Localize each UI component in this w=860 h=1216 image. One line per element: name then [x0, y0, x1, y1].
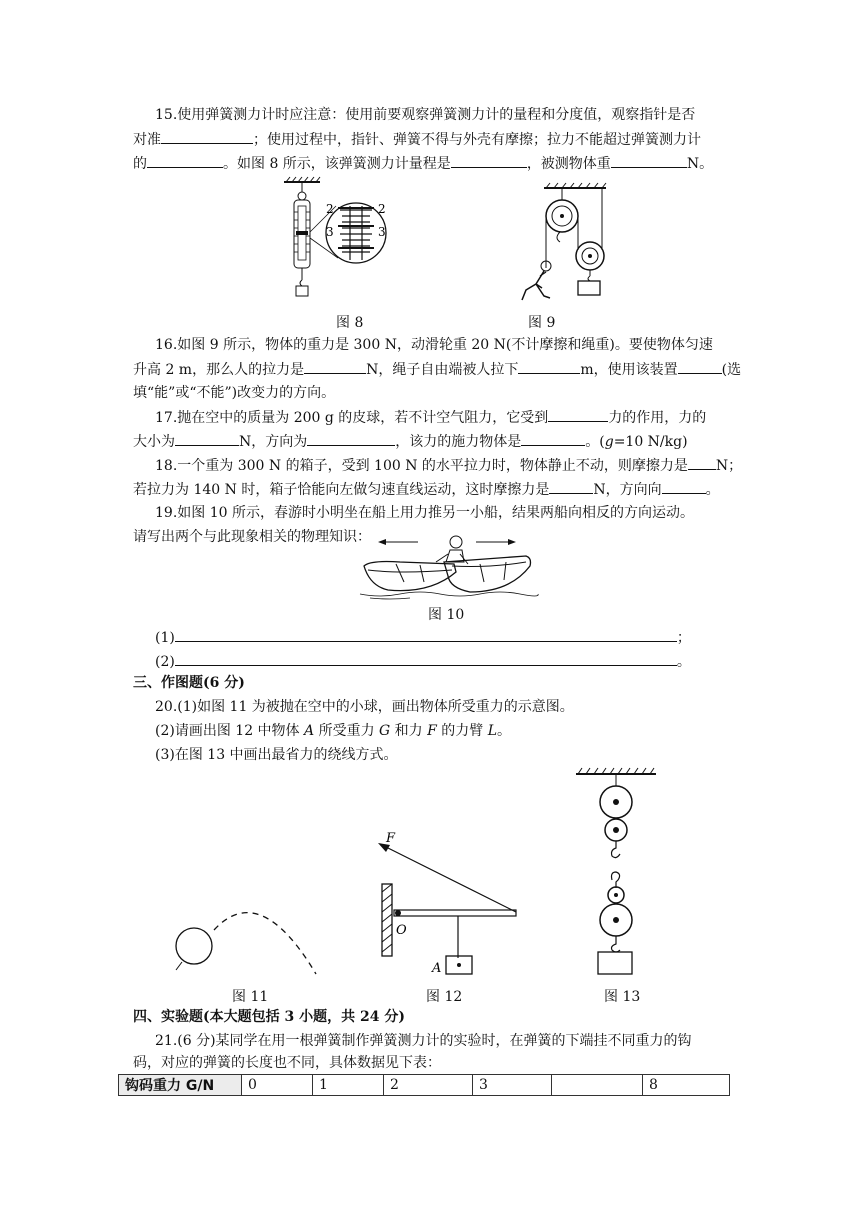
- answer-blank[interactable]: [521, 430, 585, 446]
- text: ，被测物体重: [526, 156, 611, 172]
- text: 所受重力: [314, 723, 380, 739]
- q21-line1: 21.(6 分)某同学在用一根弹簧制作弹簧测力计的实验时，在弹簧的下端挂不同重力的钩: [155, 1033, 692, 1049]
- text: N；: [715, 458, 743, 474]
- answer-blank[interactable]: [161, 128, 253, 144]
- text: 。(: [585, 434, 605, 450]
- zoom-label-3-right: 3: [378, 225, 386, 239]
- figure-9-caption: 图 9: [528, 315, 556, 331]
- answer-blank[interactable]: [451, 152, 527, 168]
- text: N。: [686, 156, 714, 172]
- text: (2): [155, 654, 175, 670]
- figure-13-caption: 图 13: [604, 989, 641, 1005]
- table-cell: 8: [643, 1075, 730, 1096]
- text: 。: [676, 654, 691, 670]
- text: 。: [497, 723, 512, 739]
- q18-line1: [155, 454, 742, 477]
- figure-13-pulley-block: [570, 764, 662, 978]
- text: m，使用该装置: [580, 362, 678, 378]
- table-header-cell: 钩码重力 G/N: [119, 1075, 242, 1096]
- q16-line2: [133, 358, 741, 381]
- text: 17.抛在空中的质量为 200 g 的皮球，若不计空气阻力，它受到: [155, 410, 549, 426]
- gravity-symbol: g: [604, 434, 614, 450]
- q17-line2: [133, 430, 688, 453]
- q19-answer-1: [155, 626, 691, 649]
- q21-line2: 码，对应的弹簧的长度也不同，具体数据见下表：: [133, 1055, 441, 1071]
- section-3-title: 三、作图题(6 分): [133, 675, 245, 691]
- q16-line1: 16.如图 9 所示，物体的重力是 300 N，动滑轮重 20 N(不计摩擦和绳重)。要使物体匀速: [155, 337, 713, 353]
- figure-8-caption: 图 8: [336, 315, 364, 331]
- answer-blank[interactable]: [175, 626, 677, 642]
- figure-11-thrown-ball: [170, 890, 320, 976]
- answer-blank[interactable]: [662, 478, 706, 494]
- text: 升高 2 m，那么人的拉力是: [133, 362, 305, 378]
- symbol-a: A: [304, 723, 315, 739]
- answer-blank[interactable]: [175, 430, 239, 446]
- answer-blank[interactable]: [678, 358, 722, 374]
- text: 若拉力为 140 N 时，箱子恰能向左做匀速直线运动，这时摩擦力是: [133, 482, 550, 498]
- zoom-label-2-right: 2: [378, 202, 386, 216]
- q16-line3: 填“能”或“不能”)改变力的方向。: [133, 385, 336, 401]
- q19-line2: 请写出两个与此现象相关的物理知识：: [133, 529, 371, 545]
- text: ；: [676, 630, 691, 646]
- label-o: O: [396, 923, 407, 938]
- q17-line1: [155, 406, 706, 429]
- answer-blank[interactable]: [548, 406, 608, 422]
- figure-12-caption: 图 12: [426, 989, 463, 1005]
- label-f: F: [386, 831, 396, 846]
- zoom-label-2-left: 2: [326, 202, 334, 216]
- text: N，方向为: [239, 434, 308, 450]
- text: N，绳子自由端被人拉下: [366, 362, 519, 378]
- answer-blank[interactable]: [304, 358, 366, 374]
- table-cell: 2: [384, 1075, 473, 1096]
- weight-data-table: [118, 1074, 730, 1096]
- text: ；使用过程中，指针、弹簧不得与外壳有摩擦；拉力不能超过弹簧测力计: [253, 132, 701, 148]
- text: 大小为: [133, 434, 175, 450]
- q18-line2: [133, 478, 720, 501]
- q15-line2: [133, 128, 701, 151]
- section-4-title: 四、实验题(本大题包括 3 小题，共 24 分): [133, 1009, 405, 1025]
- text: =10 N/kg): [613, 434, 688, 450]
- text: (选: [721, 362, 742, 378]
- q15-line1: 15.使用弹簧测力计时应注意：使用前要观察弹簧测力计的量程和分度值，观察指针是否: [155, 107, 696, 123]
- zoom-label-3-left: 3: [326, 225, 334, 239]
- figure-10-boats: [360, 532, 538, 600]
- q20-line1: 20.(1)如图 11 为被抛在空中的小球，画出物体所受重力的示意图。: [155, 699, 574, 715]
- answer-blank[interactable]: [307, 430, 395, 446]
- text: 。: [705, 482, 720, 498]
- figure-12-lever: [370, 826, 522, 976]
- q20-line2: [155, 720, 511, 742]
- figure-11-caption: 图 11: [232, 989, 269, 1005]
- answer-blank[interactable]: [549, 478, 593, 494]
- q19-line1: 19.如图 10 所示，春游时小明坐在船上用力推另一小船，结果两船向相反的方向运动。: [155, 505, 694, 521]
- answer-blank[interactable]: [611, 152, 687, 168]
- q15-line3: [133, 152, 713, 175]
- text: 的: [133, 156, 147, 172]
- text: 力的作用，力的: [608, 410, 707, 426]
- figure-8-spring-scale: [280, 176, 390, 302]
- text: (1): [155, 630, 175, 646]
- text: 。如图 8 所示，该弹簧测力计量程是: [223, 156, 451, 172]
- symbol-f: F: [427, 723, 437, 739]
- answer-blank[interactable]: [518, 358, 580, 374]
- figure-10-caption: 图 10: [428, 607, 465, 623]
- table-cell[interactable]: [552, 1075, 643, 1096]
- symbol-l: L: [487, 723, 498, 739]
- text: 对准: [133, 132, 161, 148]
- table-cell: 3: [473, 1075, 552, 1096]
- text: 18.一个重为 300 N 的箱子，受到 100 N 的水平拉力时，物体静止不动，则摩擦力是: [155, 458, 688, 474]
- text: ，该力的施力物体是: [395, 434, 522, 450]
- text: N，方向向: [593, 482, 662, 498]
- answer-blank[interactable]: [147, 152, 223, 168]
- figure-9-pulley-system: [516, 180, 616, 304]
- table-row: [119, 1075, 730, 1096]
- text: (2)请画出图 12 中物体: [155, 723, 304, 739]
- answer-blank[interactable]: [175, 650, 677, 666]
- text: 的力臂: [436, 723, 488, 739]
- answer-blank[interactable]: [688, 454, 716, 470]
- text: 和力: [390, 723, 428, 739]
- label-a: A: [432, 961, 442, 976]
- q19-answer-2: [155, 650, 691, 673]
- table-cell: 0: [242, 1075, 313, 1096]
- q20-line3: (3)在图 13 中画出最省力的绕线方式。: [155, 747, 398, 763]
- symbol-g: G: [379, 723, 391, 739]
- table-cell: 1: [313, 1075, 384, 1096]
